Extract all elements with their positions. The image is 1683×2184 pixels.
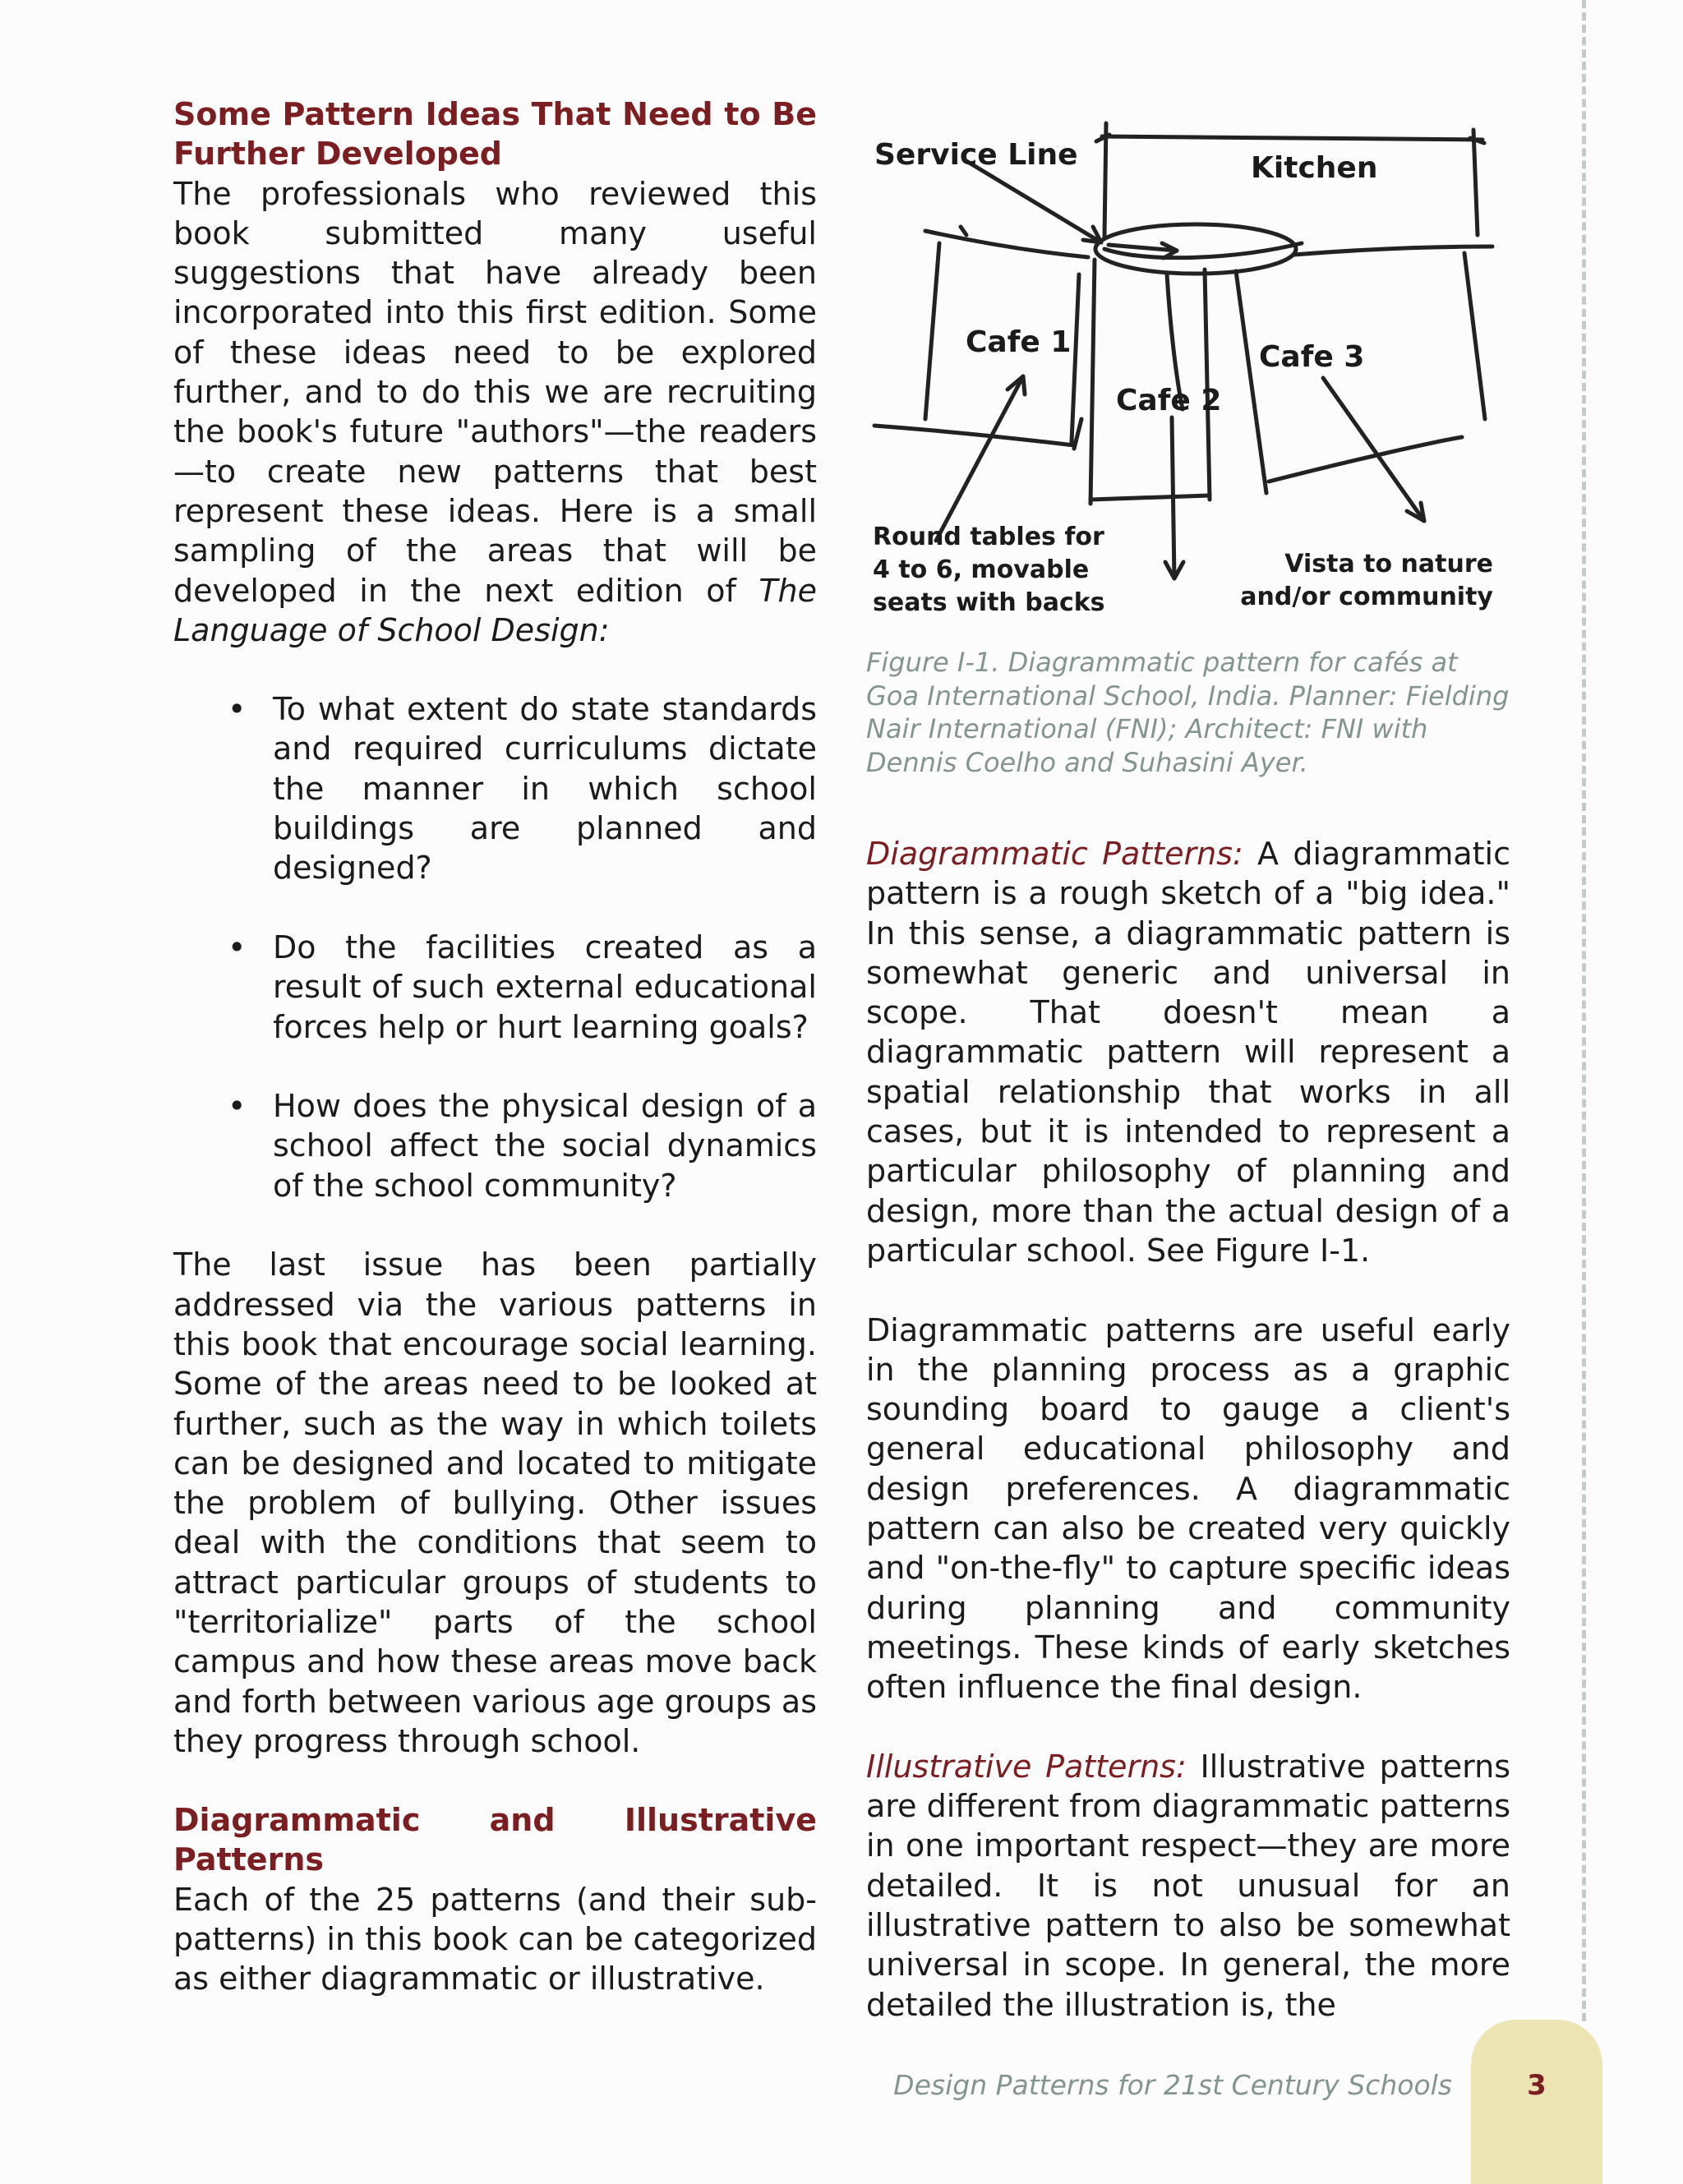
diagrammatic-text: A diagrammatic pattern is a rough sketch of a "big idea." In this sense, a diagrammatic pattern is somewhat generic and universal in scope. That doesn't mean a diagrammatic pattern will represent a spatial relationship that works in all cases, but it is intended to represent a particular philosophy of planning and design, more than the actual design of a particular school. See Figure I-1.: [866, 836, 1510, 1269]
bullet-list: [173, 689, 817, 1205]
label-kitchen: Kitchen: [1251, 151, 1378, 185]
intro-paragraph: [173, 174, 817, 651]
list-item-text: How does the physical design of a school affect the social dynamics of the school community?: [273, 1088, 817, 1204]
bullet-dot: •: [228, 691, 247, 728]
section-heading-diagrammatic-illustrative: Diagrammatic and Illustrative Patterns: [173, 1802, 817, 1878]
diagrammatic-label: Diagrammatic Patterns:: [866, 836, 1243, 872]
early-planning-paragraph: Diagrammatic patterns are useful early in the planning process as a graphic sounding board to gauge a client's general educational philosophy and design preferences. A diagrammatic pattern can also be created very quickly and "on-the-fly" to capture specific ideas during planning and community meetings. These kinds of early sketches often influence the final design.: [866, 1311, 1510, 1706]
bullet-dot: •: [228, 928, 247, 965]
label-round-tables-line3: seats with backs: [873, 588, 1105, 617]
intro-text: The professionals who reviewed this book submitted many useful suggestions that have already been incorporated into this first edition. Some of these ideas need to be explored further, and to do this we are recruiting the book's future "authors"—the readers—to create new patterns that best represent these ideas. Here is a small sampling of the areas that will be developed in the next edition of: [173, 175, 817, 609]
right-column: [866, 834, 1510, 2025]
page-number: 3: [1527, 2069, 1547, 2102]
figure-caption: Figure I-1. Diagrammatic pattern for cafés at Goa International School, India. Planner: Fielding Nair International (FNI); Architect: FNI with Dennis Coelho and Suhasini Ayer.: [866, 647, 1510, 778]
categorize-paragraph: Each of the 25 patterns (and their sub-patterns) in this book can be categorized as either diagrammatic or illustrative.: [173, 1881, 817, 1997]
illustrative-paragraph: [866, 1747, 1510, 2025]
dashed-margin-rule: [1582, 0, 1586, 2021]
label-service-line: Service Line: [874, 138, 1078, 172]
last-issue-paragraph: The last issue has been partially addressed via the various patterns in this book that encourage social learning. Some of the areas need to be looked at further, such as the way in which toilets can be designed and located to mitigate the problem of bullying. Other issues deal with the conditions that seem to attract particular groups of students to "territorialize" parts of the school campus and how these areas move back and forth between various age groups as they progress through school.: [173, 1246, 817, 1759]
list-item: [173, 689, 817, 887]
bullet-dot: •: [228, 1088, 247, 1125]
book-title: The Language of School Design:: [173, 572, 817, 648]
list-item-text: To what extent do state standards and required curriculums dictate the manner in which school buildings are planned and designed?: [273, 691, 817, 887]
illustrative-text: Illustrative patterns are different from diagrammatic patterns in one important respect—they are more detailed. It is not unusual for an illustrative pattern to also be somewhat universal in scope. In general, the more detailed the illustration is, the: [866, 1748, 1510, 2023]
illustrative-label: Illustrative Patterns:: [866, 1748, 1187, 1785]
list-item: [173, 1086, 817, 1205]
label-vista-line2: and/or community: [1240, 583, 1493, 611]
left-column: [173, 94, 817, 1999]
label-vista-line1: Vista to nature: [1284, 550, 1493, 578]
cafe-sketch: [866, 113, 1515, 624]
diagrammatic-paragraph: [866, 834, 1510, 1270]
label-round-tables-line2: 4 to 6, movable: [873, 555, 1090, 584]
label-cafe-2: Cafe 2: [1116, 384, 1222, 417]
label-round-tables-line1: Round tables for: [873, 523, 1104, 551]
cafe-diagram-figure: [866, 113, 1515, 624]
page-number-tab: [1471, 2020, 1602, 2184]
section-heading-pattern-ideas: Some Pattern Ideas That Need to Be Further Developed: [173, 96, 817, 173]
label-cafe-3: Cafe 3: [1259, 340, 1365, 374]
list-item: [173, 928, 817, 1047]
label-cafe-1: Cafe 1: [966, 325, 1072, 359]
list-item-text: Do the facilities created as a result of such external educational forces help or hurt learning goals?: [273, 928, 817, 1045]
footer-book-title: Design Patterns for 21st Century Schools: [893, 2069, 1452, 2101]
